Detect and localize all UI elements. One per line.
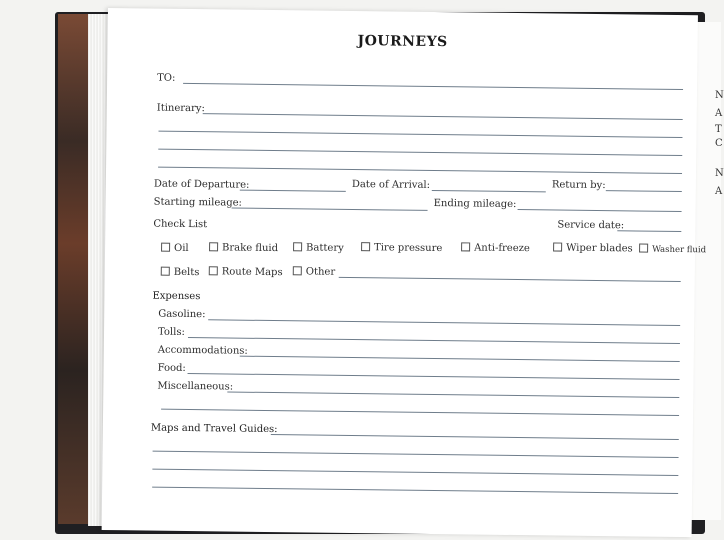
facing-page-letter: A xyxy=(715,186,723,197)
check-list-heading: Check List xyxy=(153,218,208,231)
journal-page xyxy=(102,8,707,537)
facing-page-letter: C xyxy=(715,138,723,149)
miscellaneous-line[interactable] xyxy=(227,391,679,398)
page-title: JOURNEYS xyxy=(357,33,448,51)
to-line[interactable] xyxy=(183,83,683,90)
checkbox-washer-fluid[interactable]: Washer fluid xyxy=(639,244,706,256)
starting-mileage-line[interactable] xyxy=(232,208,428,211)
service-date-label: Service date: xyxy=(557,219,625,232)
service-date-line[interactable] xyxy=(617,230,681,232)
itinerary-line[interactable] xyxy=(158,167,682,174)
checkbox-anti-freeze[interactable]: Anti-freeze xyxy=(461,242,530,254)
checkbox-square-icon xyxy=(161,243,170,252)
checkbox-square-icon xyxy=(161,267,170,276)
itinerary-label: Itinerary: xyxy=(156,102,205,115)
checkbox-square-icon xyxy=(639,244,648,253)
expenses-heading: Expenses xyxy=(152,290,201,303)
checkbox-square-icon xyxy=(461,242,470,251)
maps-guides-line[interactable] xyxy=(153,451,679,458)
maps-guides-line[interactable] xyxy=(152,487,678,494)
facing-page-letter: T xyxy=(715,124,722,135)
checkbox-square-icon xyxy=(209,242,218,251)
checkbox-square-icon xyxy=(293,242,302,251)
ending-mileage-label: Ending mileage: xyxy=(433,197,517,211)
checkbox-oil[interactable]: Oil xyxy=(161,243,189,254)
checkbox-battery[interactable]: Battery xyxy=(293,242,344,254)
maps-guides-label: Maps and Travel Guides: xyxy=(150,422,278,436)
food-label: Food: xyxy=(157,362,186,374)
checkbox-belts[interactable]: Belts xyxy=(161,267,200,278)
gasoline-line[interactable] xyxy=(208,319,680,326)
itinerary-line[interactable] xyxy=(158,131,682,138)
facing-page-letter: N xyxy=(715,168,724,179)
facing-page-letter: N xyxy=(715,90,724,101)
checkbox-square-icon xyxy=(361,242,370,251)
checkbox-route-maps[interactable]: Route Maps xyxy=(209,266,283,278)
tolls-line[interactable] xyxy=(188,337,680,344)
checkbox-square-icon xyxy=(293,266,302,275)
maps-guides-line[interactable] xyxy=(271,434,679,440)
ending-mileage-line[interactable] xyxy=(518,209,682,212)
return-by-line[interactable] xyxy=(606,190,682,192)
itinerary-line[interactable] xyxy=(203,113,683,120)
date-of-departure-line[interactable] xyxy=(240,190,346,192)
date-of-departure-label: Date of Departure: xyxy=(153,178,250,191)
date-of-arrival-label: Date of Arrival: xyxy=(351,178,431,191)
miscellaneous-label: Miscellaneous: xyxy=(157,380,234,393)
facing-page-letter: A xyxy=(715,108,723,119)
gasoline-label: Gasoline: xyxy=(158,308,206,321)
itinerary-line[interactable] xyxy=(158,149,682,156)
accommodations-line[interactable] xyxy=(240,356,680,362)
starting-mileage-label: Starting mileage: xyxy=(153,196,242,209)
checkbox-square-icon xyxy=(553,242,562,251)
checkbox-brake-fluid[interactable]: Brake fluid xyxy=(209,242,278,254)
other-line[interactable] xyxy=(339,277,681,282)
checkbox-other[interactable]: Other xyxy=(293,266,335,278)
checkbox-square-icon xyxy=(209,266,218,275)
checkbox-wiper-blades[interactable]: Wiper blades xyxy=(553,242,633,254)
food-line[interactable] xyxy=(188,373,680,380)
cover-artwork-edge xyxy=(58,14,88,524)
tolls-label: Tolls: xyxy=(157,326,185,338)
accommodations-label: Accommodations: xyxy=(157,344,248,357)
to-label: TO: xyxy=(157,72,176,84)
maps-guides-line[interactable] xyxy=(152,469,678,476)
return-by-label: Return by: xyxy=(551,179,606,192)
date-of-arrival-line[interactable] xyxy=(432,190,546,192)
miscellaneous-line[interactable] xyxy=(161,409,679,416)
checkbox-tire-pressure[interactable]: Tire pressure xyxy=(361,242,442,254)
